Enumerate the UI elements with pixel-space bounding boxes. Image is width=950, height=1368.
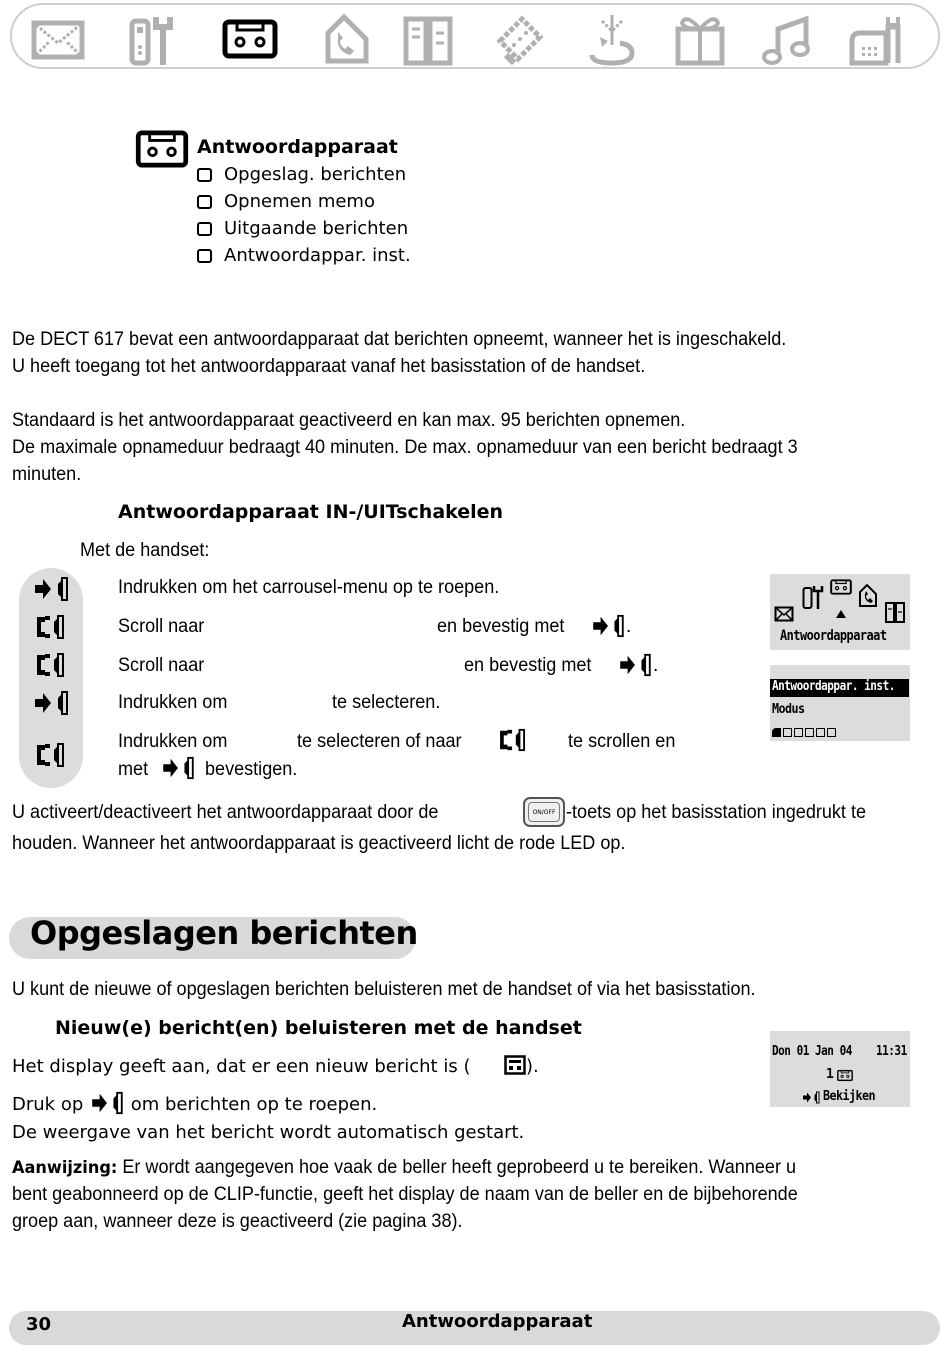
base-settings-icon [848,11,904,67]
menu-item-label: Opnemen memo [224,191,375,212]
tools-icon [126,11,182,67]
carousel-icon-bar [10,3,940,69]
stored-line-1-b: ). [525,1056,539,1077]
lcd-settings-screen [770,665,910,741]
step-5-text-c: te scrollen en [568,731,676,752]
level-box [816,728,825,737]
level-box [772,728,781,737]
intro-line-1: De DECT 617 bevat een antwoordapparaat dat berichten opneemt, wanneer het is ingeschakeld. [12,329,787,350]
step-5-text-a: Indrukken om [118,731,228,752]
menu-tree-title: Antwoordapparaat [197,136,398,158]
lcd-settings-item: Modus [772,702,805,717]
intro-line-3: Standaard is het antwoordapparaat geactiveerd en kan max. 95 berichten opnemen. [12,410,686,431]
step-5-text-b: te selecteren of naar [297,731,462,752]
ok-key-icon [590,614,626,638]
step-2-text-b: en bevestig met [437,616,565,637]
answering-machine-icon [837,1069,853,1082]
base-note-b: -toets op het basisstation ingedrukt te [566,802,867,823]
lcd-idle-count: 1 [826,1067,834,1082]
intro-line-5: minuten. [12,464,82,485]
checkbox-icon [197,168,212,182]
lcd-idle-time: 11:31 [876,1044,907,1059]
menu-item-uitgaande [197,218,408,239]
step-4-text-a: Indrukken om [118,692,228,713]
stored-line-2-b: om berichten op te roepen. [130,1094,378,1115]
ok-key-icon [802,1091,820,1104]
phonebook-icon [884,600,906,624]
answering-machine-icon-active [222,11,278,67]
intro-line-2: U heeft toegang tot het antwoordapparaat vanaf het basisstation of de handset. [12,356,646,377]
tools-icon [802,584,824,610]
handset-settings-icon [492,11,548,67]
ok-key-icon [33,576,69,602]
level-box [805,728,814,737]
onoff-key-label: ON/OFF [528,802,560,822]
note-label: Aanwijzing: [12,1158,118,1178]
checkbox-icon [197,249,212,263]
onoff-key-icon [523,797,565,827]
step-5-text-e: bevestigen. [205,759,298,780]
new-message-icon [504,1055,526,1075]
footer-chapter: Antwoordapparaat [402,1311,593,1332]
stored-line-2 [12,1091,377,1115]
ok-key-icon [89,1091,125,1115]
stored-line-3: De weergave van het bericht wordt automatisch gestart. [12,1122,525,1143]
menu-item-instellingen [197,245,411,266]
menu-item-opnemen [197,191,375,212]
note-line-3: groep aan, wanneer deze is geactiveerd (zie pagina 38). [12,1211,463,1232]
lcd-level-indicator [772,728,836,737]
base-note-c: houden. Wanneer het antwoordapparaat is geactiveerd licht de rode LED op. [12,833,626,854]
up-arrow-icon [836,610,846,618]
lcd-idle-screen [770,1031,910,1107]
step-2-text-a: Scroll naar [118,616,205,637]
menu-item-label: Uitgaande berichten [224,218,409,239]
note-text-1: Er wordt aangegeven hoe vaak de beller heeft geprobeerd u te bereiken. Wanneer u [122,1157,797,1178]
step-3-text-a: Scroll naar [118,655,205,676]
level-box [827,728,836,737]
ok-key-icon [617,653,653,677]
onoff-heading: Antwoordapparaat IN-/UITschakelen [118,501,504,523]
step-1-text: Indrukken om het carrousel-menu op te roepen. [118,577,500,598]
stored-intro: U kunt de nieuwe of opgeslagen berichten beluisteren met de handset of via het basisstation. [12,979,756,1000]
lcd-idle-date: Don 01 Jan 04 [772,1044,852,1059]
scroll-key-icon [495,728,531,752]
step-3-text-b: en bevestig met [464,655,592,676]
gift-icon [672,11,728,67]
step-4-text-b: te selecteren. [332,692,441,713]
checkbox-icon [197,222,212,236]
base-note-a: U activeert/deactiveert het antwoordapparaat door de [12,802,439,823]
step-2-text-c: . [626,616,632,637]
note-line-2: bent geabonneerd op de CLIP-functie, geeft het display de naam van de beller en de bijbehorende [12,1184,798,1205]
home-phone-icon [858,582,878,608]
stored-heading: Nieuw(e) bericht(en) beluisteren met de handset [55,1017,582,1039]
menu-item-opgeslag [197,164,406,185]
scroll-key-icon [33,742,69,768]
lcd-carousel-screen [770,574,910,650]
menu-item-label: Antwoordappar. inst. [224,245,411,266]
answering-machine-icon [830,578,852,596]
envelope-icon [774,604,794,624]
home-phone-icon [318,11,374,67]
scroll-key-icon [33,614,69,640]
level-box [783,728,792,737]
lcd-idle-softkey: Bekijken [823,1089,876,1104]
ok-key-icon [33,690,69,716]
phonebook-icon [400,11,456,67]
stored-line-1 [12,1055,539,1077]
onoff-subheading: Met de handset: [80,540,210,561]
music-note-icon [760,11,816,67]
checkbox-icon [197,195,212,209]
scroll-key-icon [33,652,69,678]
step-3-text-c: . [653,655,659,676]
menu-item-label: Opgeslag. berichten [224,164,407,185]
stored-line-2-a: Druk op [12,1094,84,1115]
lcd-carousel-label: Antwoordapparaat [780,628,887,644]
ok-key-icon [160,756,196,780]
step-5-text-d: met [118,759,149,780]
section-title: Opgeslagen berichten [30,914,418,952]
stored-line-1-a: Het display geeft aan, dat er een nieuw bericht is ( [12,1056,471,1077]
answering-machine-icon [135,130,189,168]
intro-line-4: De maximale opnameduur bedraagt 40 minuten. De max. opnameduur van een bericht bedraagt 3 [12,437,798,458]
clock-icon [584,11,640,67]
envelope-icon [30,11,86,67]
note-line-1 [12,1157,796,1179]
level-box [794,728,803,737]
page-number: 30 [26,1314,52,1335]
lcd-settings-title: Antwoordappar. inst. [772,679,895,694]
